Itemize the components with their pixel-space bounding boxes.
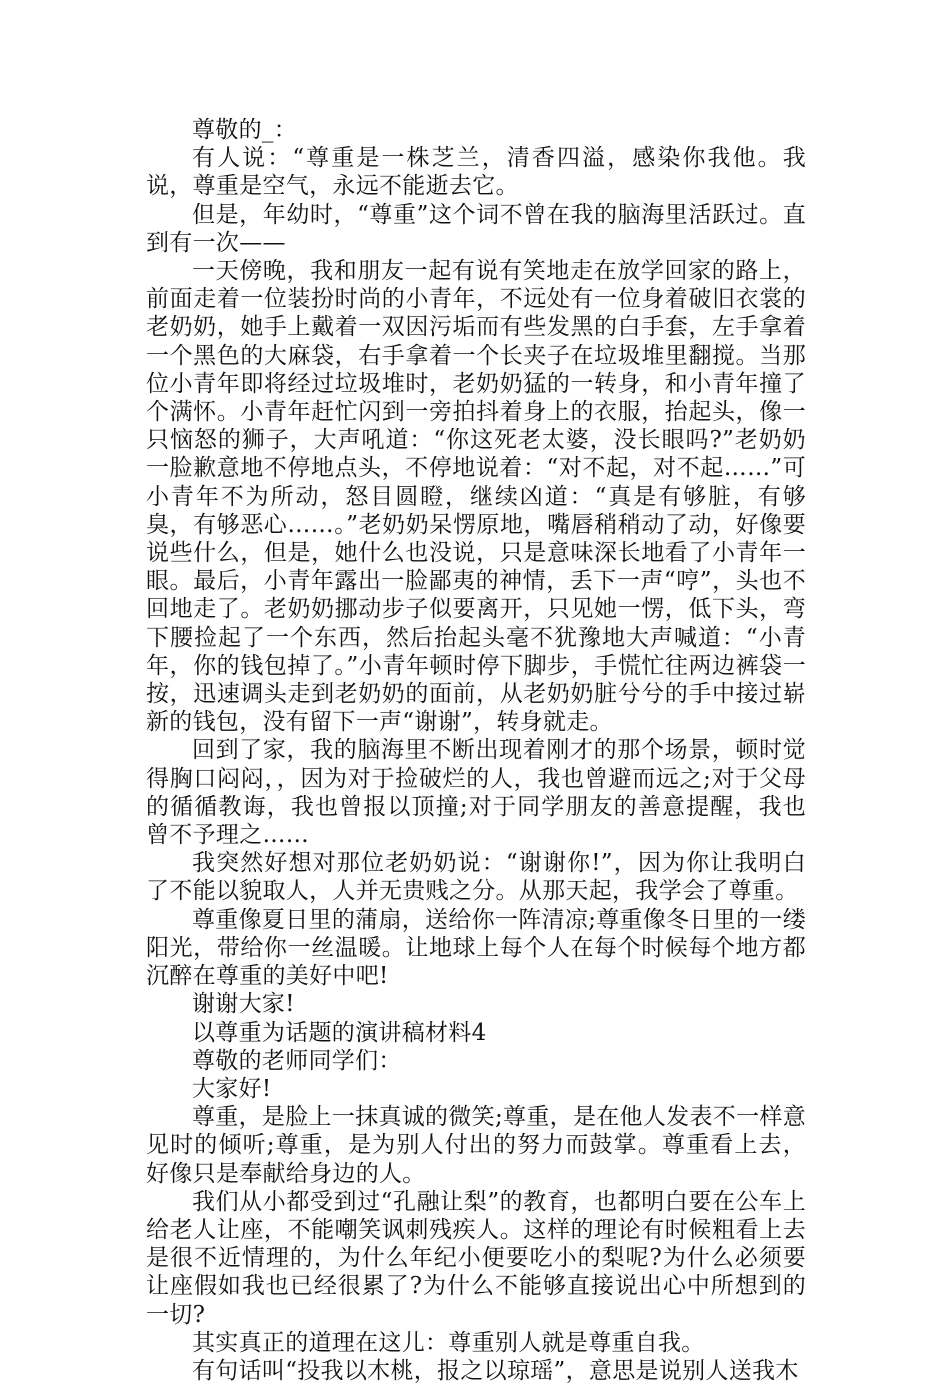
paragraph-closing: 谢谢大家! (192, 991, 295, 1018)
paragraph: 尊重，是脸上一抹真诚的微笑;尊重，是在他人发表不一样意见时的倾听;尊重，是为别人付出的努力而鼓掌。尊重看上去，好像只是奉献给身边的人。 (146, 1104, 806, 1187)
paragraph: 其实真正的道理在这儿：尊重别人就是尊重自我。 (192, 1329, 705, 1356)
paragraph: 我们从小都受到过“孔融让梨”的教育，也都明白要在公车上给老人让座，不能嘲笑讽刺残疾人。这样的理论有时候粗看上去是很不近情理的，为什么年纪小便要吃小的梨呢?为什么必须要让座假如我也已经很累了?为什么不能够直接说出心中所想到的一切? (146, 1188, 806, 1328)
paragraph: 回到了家，我的脑海里不断出现着刚才的那个场景，顿时觉得胸口闷闷，，因为对于捡破烂的人，我也曾避而远之;对于父母的循循教诲，我也曾报以顶撞;对于同学朋友的善意提醒，我也曾不予理之…… (146, 737, 806, 849)
paragraph: 尊重像夏日里的蒲扇，送给你一阵清凉;尊重像冬日里的一缕阳光，带给你一丝温暖。让地球上每个人在每个时候每个地方都沉醉在尊重的美好中吧! (146, 906, 806, 990)
paragraph: 但是，年幼时，“尊重”这个词不曾在我的脑海里活跃过。直到有一次—— (146, 201, 806, 256)
paragraph: 有人说：“尊重是一株芝兰，清香四溢，感染你我他。我说，尊重是空气，永远不能逝去它。 (146, 145, 806, 200)
section-heading: 以尊重为话题的演讲稿材料4 (192, 1019, 487, 1046)
paragraph: 有句话叫“投我以木桃，报之以琼瑶”，意思是说别人送我木 (192, 1357, 799, 1384)
document-body (146, 116, 806, 1385)
paragraph-salutation: 尊敬的老师同学们： (192, 1047, 402, 1074)
paragraph-salutation: 尊敬的_： (192, 117, 297, 143)
paragraph-greeting: 大家好! (192, 1075, 272, 1102)
paragraph: 我突然好想对那位老奶奶说：“谢谢你!”，因为你让我明白了不能以貌取人，人并无贵贱之分。从那天起，我学会了尊重。 (146, 850, 806, 905)
paragraph: 一天傍晚，我和朋友一起有说有笑地走在放学回家的路上，前面走着一位装扮时尚的小青年，不远处有一位身着破旧衣裳的老奶奶，她手上戴着一双因污垢而有些发黑的白手套，左手拿着一个黑色的大麻袋，右手拿着一个长夹子在垃圾堆里翻搅。当那位小青年即将经过垃圾堆时，老奶奶猛的一转身，和小青年撞了个满怀。小青年赶忙闪到一旁拍抖着身上的衣服，抬起头，像一只恼怒的狮子，大声吼道：“你这死老太婆，没长眼吗?”老奶奶一脸歉意地不停地点头，不停地说着：“对不起，对不起……”可小青年不为所动，怒目圆瞪，继续凶道：“真是有够脏，有够臭，有够恶心……。”老奶奶呆愣原地，嘴唇稍稍动了动，好像要说些什么，但是，她什么也没说，只是意味深长地看了小青年一眼。最后，小青年露出一脸鄙夷的神情，丢下一声“哼”，头也不回地走了。老奶奶挪动步子似要离开，只见她一愣，低下头，弯下腰捡起了一个东西，然后抬起头毫不犹豫地大声喊道：“小青年，你的钱包掉了。”小青年顿时停下脚步，手慌忙往两边裤袋一按，迅速调头走到老奶奶的面前，从老奶奶脏兮兮的手中接过崭新的钱包，没有留下一声“谢谢”，转身就走。 (146, 258, 806, 736)
